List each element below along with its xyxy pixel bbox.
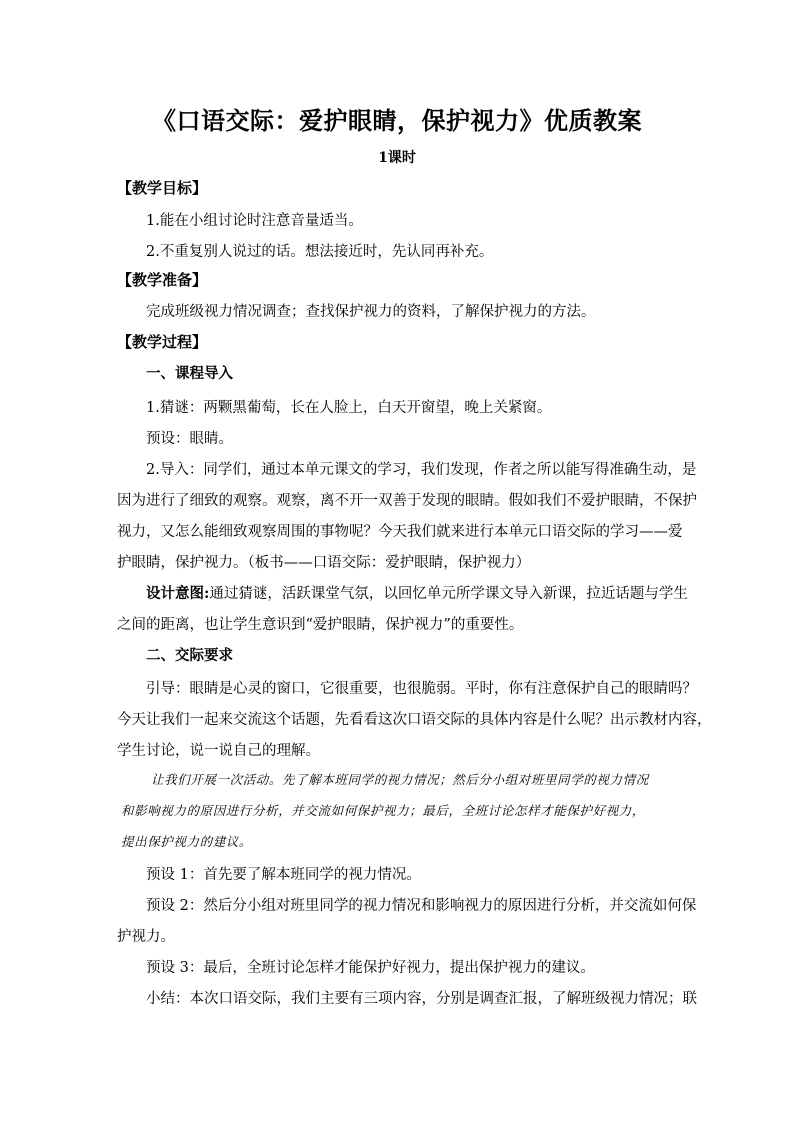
part1-heading: 一、课程导入 xyxy=(146,365,233,382)
guide-line: 学生讨论，说一说自己的理解。 xyxy=(117,743,320,759)
prep-text: 完成班级视力情况调查；查找保护视力的资料，了解保护视力的方法。 xyxy=(146,304,596,320)
design-intent-line: 之间的距离，也让学生意识到“爱护眼睛，保护视力”的重要性。 xyxy=(117,617,524,633)
goals-heading: 【教学目标】 xyxy=(117,179,208,197)
intro-line: 2.导入：同学们，通过本单元课文的学习，我们发现，作者之所以能写得准确生动，是 xyxy=(146,462,697,478)
design-intent xyxy=(146,582,688,603)
intro-line: 视力，又怎么能细致观察周围的事物呢？今天我们就来进行本单元口语交际的学习——爱 xyxy=(117,524,683,540)
design-intent-label: 设计意图: xyxy=(146,585,210,602)
guide-line: 引导：眼睛是心灵的窗口，它很重要，也很脆弱。平时，你有注意保护自己的眼睛吗？ xyxy=(146,681,697,697)
prep-heading: 【教学准备】 xyxy=(117,271,208,289)
textbook-excerpt-line: 和影响视力的原因进行分析，并交流如何保护视力；最后，全班讨论怎样才能保护好视力， xyxy=(121,803,646,818)
document-subtitle: 1课时 xyxy=(378,150,416,166)
goal-item: 2.不重复别人说过的话。想法接近时，先认同再补充。 xyxy=(146,244,494,260)
textbook-excerpt-line: 提出保护视力的建议。 xyxy=(121,834,253,849)
intro-line: 护眼睛，保护视力。（板书——口语交际：爱护眼睛，保护视力） xyxy=(117,555,531,571)
guide-line: 今天让我们一起来交流这个话题，先看看这次口语交际的具体内容是什么呢？出示教材内容， xyxy=(117,712,712,728)
preset-1: 预设 1：首先要了解本班同学的视力情况。 xyxy=(146,867,421,883)
intro-line: 因为进行了细致的观察。观察，离不开一双善于发现的眼睛。假如我们不爱护眼睛，不保护 xyxy=(117,493,697,509)
part2-heading: 二、交际要求 xyxy=(146,647,233,664)
preset-3: 预设 3：最后，全班讨论怎样才能保护好视力，提出保护视力的建议。 xyxy=(146,960,595,976)
design-intent-text: 通过猜谜，活跃课堂气氛，以回忆单元所学课文导入新课，拉近话题与学生 xyxy=(209,586,688,602)
summary-text: 小结：本次口语交际，我们主要有三项内容，分别是调查汇报，了解班级视力情况；联 xyxy=(146,991,697,1007)
process-heading: 【教学过程】 xyxy=(117,333,208,351)
riddle-text: 1.猜谜：两颗黑葡萄，长在人脸上，白天开窗望，晚上关紧窗。 xyxy=(146,400,552,416)
textbook-excerpt-line: 让我们开展一次活动。先了解本班同学的视力情况；然后分小组对班里同学的视力情况 xyxy=(151,772,649,787)
preset-2-cont: 护视力。 xyxy=(117,929,175,945)
preset-text: 预设：眼睛。 xyxy=(146,431,233,447)
goal-item: 1.能在小组讨论时注意音量适当。 xyxy=(146,213,363,229)
document-title: 《口语交际：爱护眼睛，保护视力》优质教案 xyxy=(152,106,642,135)
preset-2: 预设 2：然后分小组对班里同学的视力情况和影响视力的原因进行分析，并交流如何保 xyxy=(146,898,697,914)
